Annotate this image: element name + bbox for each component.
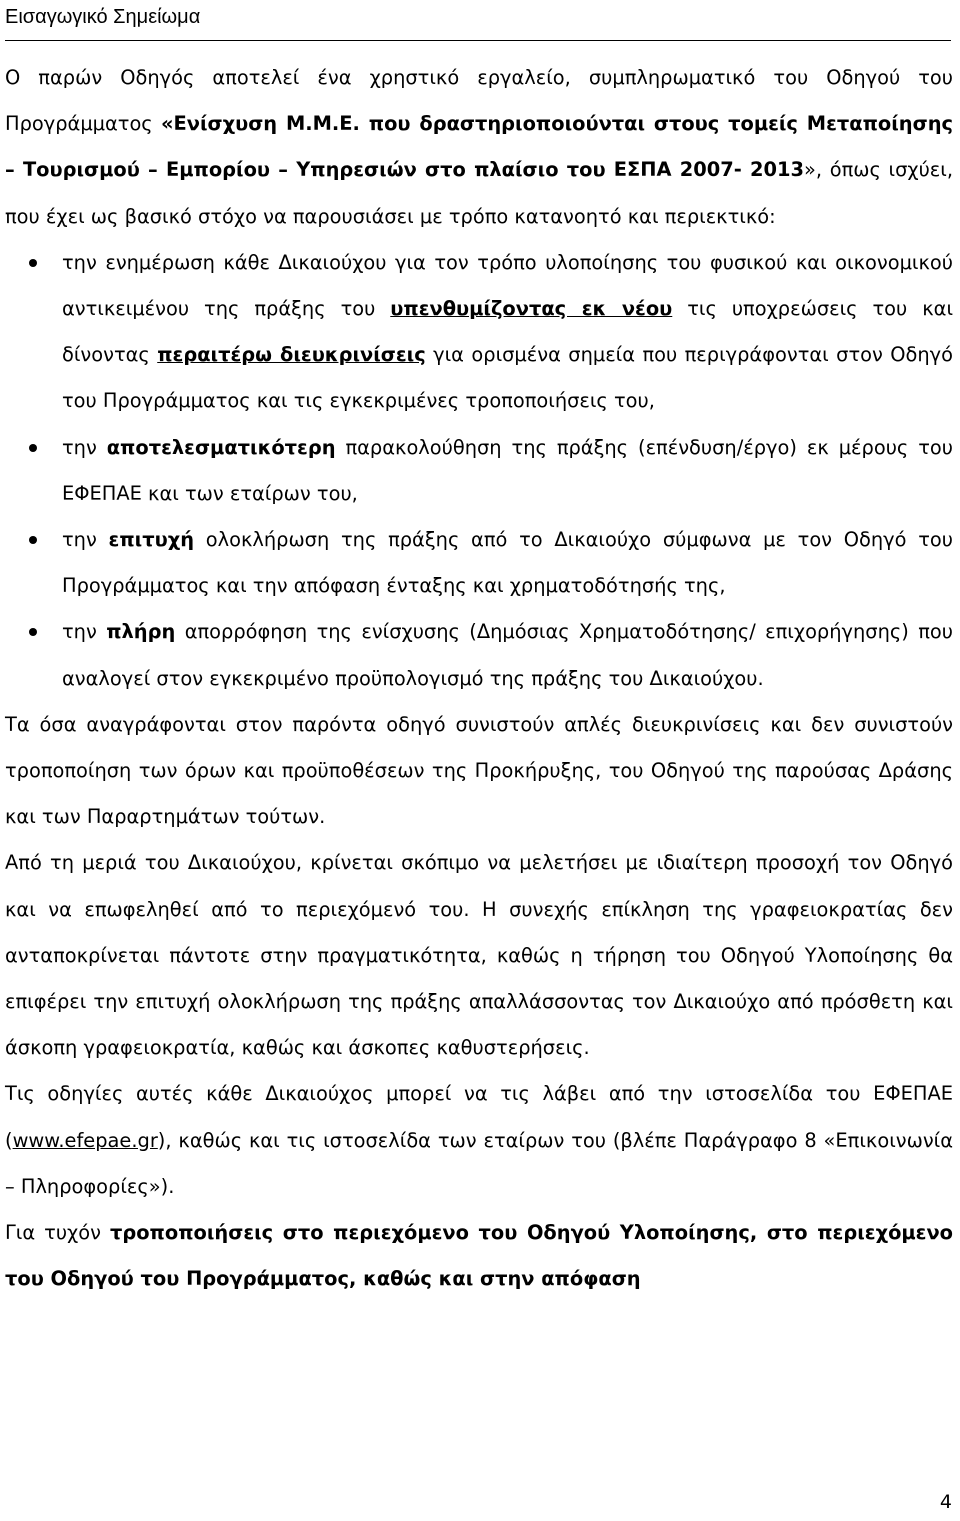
text: παρακολούθηση της πράξης (επένδυση/έργο) εκ μέρους του ΕΦΕΠΑΕ και των εταίρων του, — [62, 435, 953, 505]
text: τις υποχρεώσεις του και δίνοντας — [62, 297, 954, 367]
list-item — [5, 517, 953, 609]
bullet-icon — [29, 444, 37, 452]
text: την ενημέρωση κάθε Δικαιούχου για τον τρόπο υλοποίησης του φυσικού και οικονομικού αντικειμένου της πράξης του — [62, 250, 953, 321]
list-item — [5, 425, 953, 517]
text: την — [62, 435, 107, 459]
text: ), καθώς και τις ιστοσελίδα των εταίρων του (βλέπε Παράγραφο 8 «Επικοινωνία – Πληροφορίες»). — [5, 1128, 953, 1198]
document-body — [5, 55, 953, 1302]
bullet-icon — [29, 259, 37, 267]
intro-text-end: », όπως ισχύει, που έχει ως βασικό στόχο να παρουσιάσει με τρόπο κατανοητό και περιεκτικό: — [5, 158, 953, 228]
header-title: Εισαγωγικό Σημείωμα — [5, 6, 201, 28]
emphasis-text: πλήρη — [106, 620, 176, 644]
text: την — [62, 528, 109, 552]
bullet-icon — [29, 536, 37, 544]
page-header — [5, 2, 951, 41]
list-item — [5, 609, 953, 701]
disclaimer-paragraph: Τα όσα αναγράφονται στον παρόντα οδηγό συνιστούν απλές διευκρινίσεις και δεν συνιστούν τροποποίηση των όρων και προϋποθέσεων της Προκήρυξης, του Οδηγού της παρούσας Δράσης και των Παραρτημάτων τούτων. — [5, 712, 953, 829]
bullet-icon — [29, 628, 37, 636]
emphasis-text: υπενθυμίζοντας εκ νέου — [390, 297, 673, 321]
text: για ορισμένα σημεία που περιγράφονται στον Οδηγό του Προγράμματος και τις εγκεκριμένες τροποποιήσεις του, — [62, 343, 953, 413]
text: την — [62, 620, 107, 644]
emphasis-text: περαιτέρω διευκρινίσεις — [157, 343, 426, 367]
objectives-list — [5, 240, 953, 702]
intro-paragraph — [5, 55, 953, 240]
list-item — [5, 240, 953, 425]
intro-text: Ο παρών Οδηγός αποτελεί ένα χρηστικό εργαλείο, συμπληρωματικό του Οδηγού του Προγράμματος — [5, 66, 953, 136]
text: ολοκλήρωση της πράξης από το Δικαιούχο σύμφωνα με τον Οδηγό του Προγράμματος και την απόφαση ένταξης και χρηματοδότησής της, — [62, 528, 953, 598]
text: Τις οδηγίες αυτές κάθε Δικαιούχος μπορεί να τις λάβει από την ιστοσελίδα του ΕΦΕΠΑΕ ( — [5, 1082, 953, 1152]
text: απορρόφηση της ενίσχυσης (Δημόσιας Χρηματοδότησης/ επιχορήγησης) που αναλογεί στον εγκεκριμένο προϋπολογισμό της πράξης του Δικαιούχου. — [62, 620, 953, 690]
amendments-paragraph — [5, 1210, 953, 1302]
efepae-link[interactable]: www.efepae.gr — [12, 1128, 158, 1152]
emphasis-text: τροποποιήσεις στο περιεχόμενο του Οδηγού Υλοποίησης, στο περιεχόμενο του Οδηγού του Προγράμματος, καθώς και στην απόφαση — [5, 1221, 953, 1291]
text: Για τυχόν — [5, 1221, 110, 1245]
website-paragraph — [5, 1071, 953, 1210]
emphasis-text: επιτυχή — [108, 528, 194, 552]
program-title: «Ενίσχυση Μ.Μ.Ε. που δραστηριοποιούνται στους τομείς Μεταποίησης – Τουρισμού – Εμπορίου – Υπηρεσιών στο πλαίσιο του ΕΣΠΑ 2007- 2013 — [5, 112, 953, 182]
page-number: 4 — [939, 1491, 952, 1513]
recommendation-paragraph: Από τη μεριά του Δικαιούχου, κρίνεται σκόπιμο να μελετήσει με ιδιαίτερη προσοχή τον Οδηγό και να επωφεληθεί από το περιεχόμενό του. Η συνεχής επίκληση της γραφειοκρατίας δεν ανταποκρίνεται πάντοτε στην πραγματικότητα, καθώς η τήρηση του Οδηγού Υλοποίησης θα επιφέρει την επιτυχή ολοκλήρωση της πράξης απαλλάσσοντας τον Δικαιούχο από πρόσθετη και άσκοπη γραφειοκρατία, καθώς και άσκοπες καθυστερήσεις. — [5, 851, 953, 1060]
emphasis-text: αποτελεσματικότερη — [106, 435, 336, 459]
